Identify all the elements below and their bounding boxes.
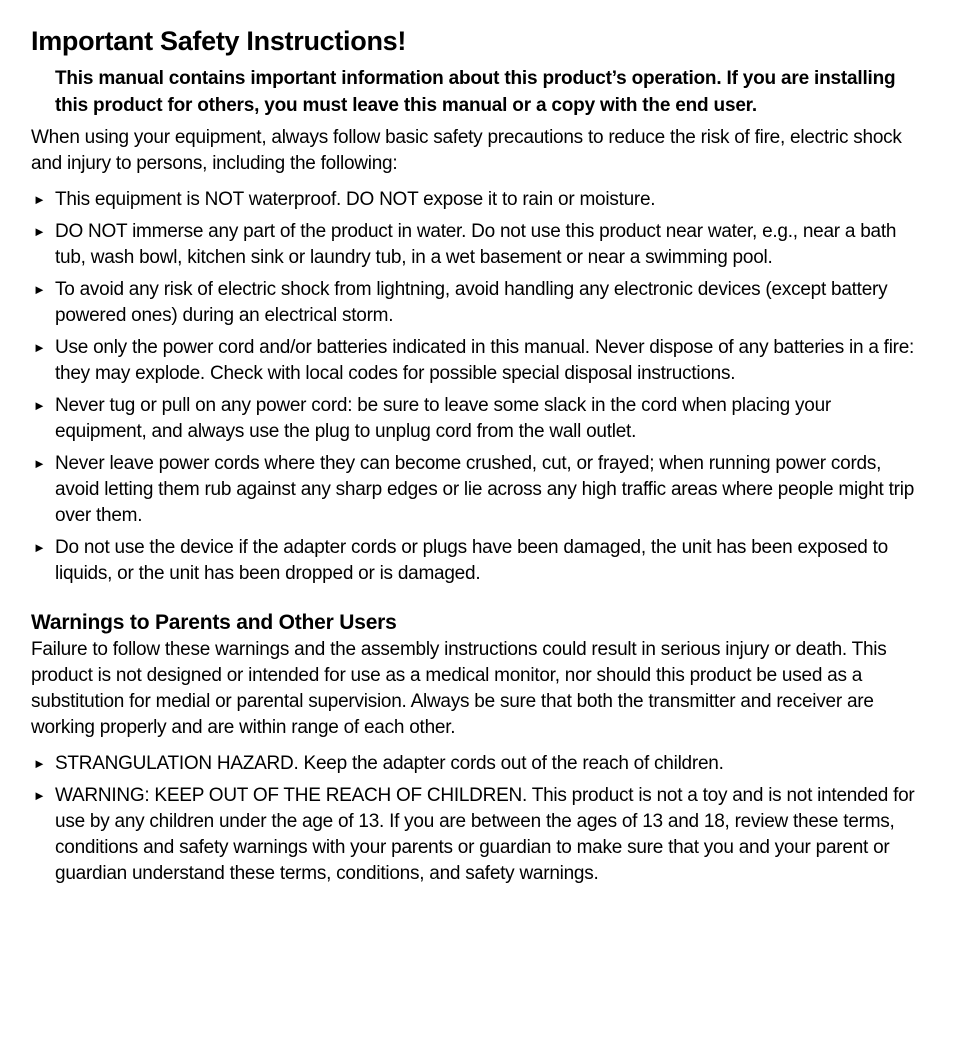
safety-list	[31, 187, 926, 587]
bullet-arrow-icon: ►	[33, 398, 46, 413]
warnings-heading: Warnings to Parents and Other Users	[31, 611, 397, 634]
list-item-text: To avoid any risk of electric shock from lightning, avoid handling any electronic devices (except battery powered ones) during an electrical storm.	[55, 279, 888, 326]
bullet-arrow-icon: ►	[33, 282, 46, 297]
list-item-text: WARNING: KEEP OUT OF THE REACH OF CHILDREN. This product is not a toy and is not intended for use by any children under the age of 13. If you are between the ages of 13 and 18, review these terms, conditions and safety warnings with your parents or guardian to make sure that you and your parent or guardian understand these terms, conditions, and safety warnings.	[55, 785, 915, 884]
warnings-list	[31, 751, 926, 887]
bullet-arrow-icon: ►	[33, 788, 46, 803]
list-item-text: STRANGULATION HAZARD. Keep the adapter cords out of the reach of children.	[55, 753, 724, 774]
list-item-text: Never leave power cords where they can become crushed, cut, or frayed; when running power cords, avoid letting them rub against any sharp edges or lie across any high traffic areas where people might trip over them.	[55, 453, 915, 526]
list-item	[31, 451, 926, 529]
list-item	[31, 277, 926, 329]
list-item-text: This equipment is NOT waterproof. DO NOT expose it to rain or moisture.	[55, 189, 656, 210]
list-item-text: DO NOT immerse any part of the product in water. Do not use this product near water, e.g., near a bath tub, wash bowl, kitchen sink or laundry tub, in a wet basement or near a swimming pool.	[55, 221, 897, 268]
bullet-arrow-icon: ►	[33, 192, 46, 207]
warnings-paragraph: Failure to follow these warnings and the assembly instructions could result in serious injury or death. This product is not designed or intended for use as a medical monitor, nor should this product be used as a substitution for medial or parental supervision. Always be sure that both the transmitter and receiver are working properly and are within range of each other.	[31, 639, 887, 738]
bullet-arrow-icon: ►	[33, 540, 46, 555]
document-page	[31, 24, 926, 893]
bullet-arrow-icon: ►	[33, 456, 46, 471]
intro-bold-notice: This manual contains important information about this product’s operation. If you are installing this product for others, you must leave this manual or a copy with the end user.	[55, 68, 896, 116]
list-item-text: Use only the power cord and/or batteries indicated in this manual. Never dispose of any batteries in a fire: they may explode. Check with local codes for possible special disposal instructions.	[55, 337, 915, 384]
list-item-text: Do not use the device if the adapter cords or plugs have been damaged, the unit has been exposed to liquids, or the unit has been dropped or is damaged.	[55, 537, 888, 584]
list-item	[31, 187, 926, 213]
bullet-arrow-icon: ►	[33, 756, 46, 771]
list-item	[31, 751, 926, 777]
page-title: Important Safety Instructions!	[31, 26, 407, 56]
bullet-arrow-icon: ►	[33, 340, 46, 355]
list-item	[31, 335, 926, 387]
intro-paragraph: When using your equipment, always follow basic safety precautions to reduce the risk of fire, electric shock and injury to persons, including the following:	[31, 127, 902, 174]
bullet-arrow-icon: ►	[33, 224, 46, 239]
list-item	[31, 219, 926, 271]
list-item-text: Never tug or pull on any power cord: be sure to leave some slack in the cord when placing your equipment, and always use the plug to unplug cord from the wall outlet.	[55, 395, 831, 442]
list-item	[31, 535, 926, 587]
list-item	[31, 783, 926, 887]
list-item	[31, 393, 926, 445]
